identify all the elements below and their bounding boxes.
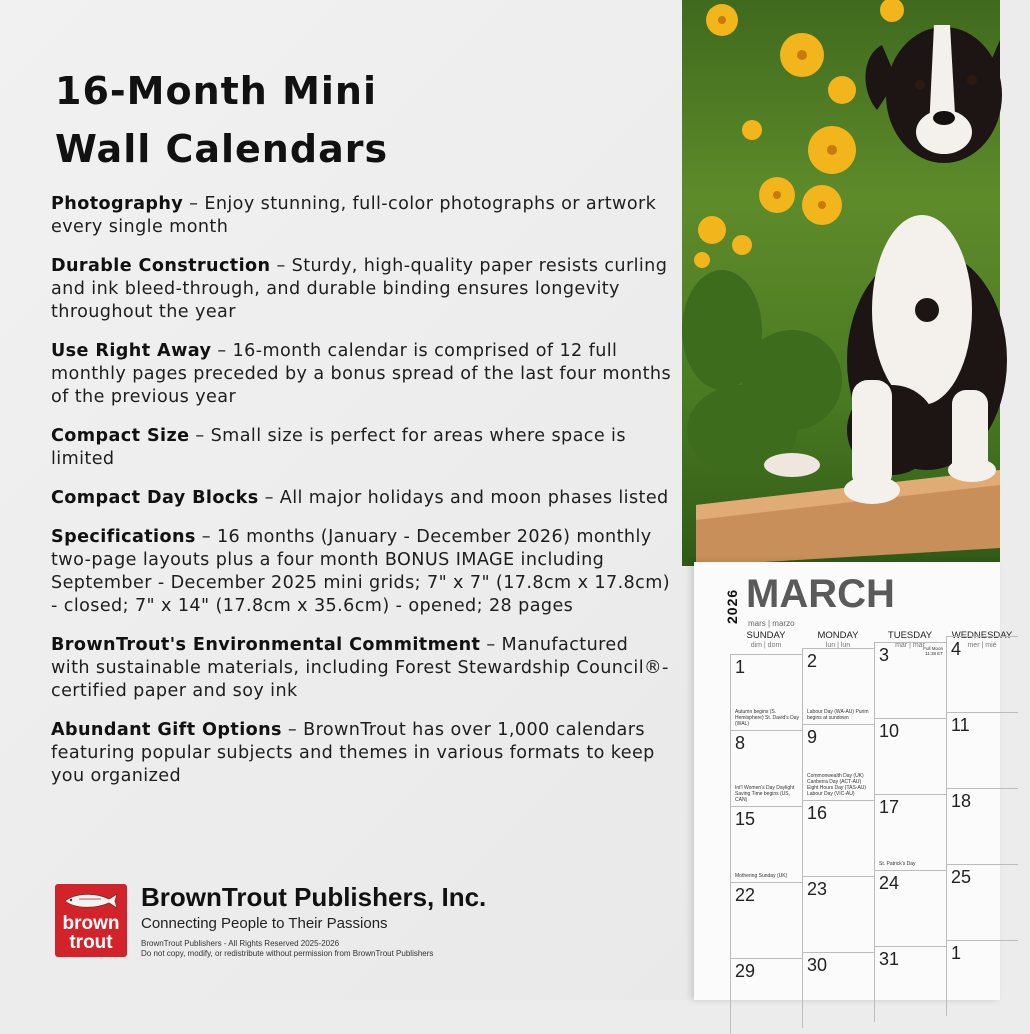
feature-label: BrownTrout's Environmental Commitment — [51, 635, 481, 655]
day-cell — [730, 730, 802, 806]
feature-item — [51, 193, 671, 239]
feature-label: Durable Construction — [51, 256, 271, 276]
holiday-note: Autumn begins (S. Hemisphere) St. David's Day (WAL) — [735, 709, 800, 727]
day-number: 8 — [735, 733, 746, 753]
feature-item — [51, 340, 671, 409]
day-cell — [946, 636, 1018, 712]
calendar-month: MARCH — [746, 572, 895, 616]
weekday-translation: mer | mié — [967, 642, 997, 649]
feature-label: Compact Size — [51, 426, 190, 446]
puppy-photo — [682, 0, 1000, 566]
weekday-translation: mar | mar — [895, 642, 925, 649]
moon-phase-note: Full Moon 11:38 ET — [923, 646, 943, 656]
boxer-puppy-illustration — [682, 0, 1000, 566]
feature-text: – All major holidays and moon phases listed — [258, 488, 669, 508]
weekday-name: SUNDAY — [746, 630, 786, 641]
publisher-block — [55, 882, 675, 982]
holiday-note: St. Patrick's Day — [879, 861, 916, 867]
trout-icon — [61, 890, 121, 912]
day-number: 9 — [807, 727, 818, 747]
feature-label: Use Right Away — [51, 341, 212, 361]
day-cell — [730, 958, 802, 1034]
day-cell — [802, 724, 874, 800]
day-number: 31 — [879, 949, 900, 969]
calendar-month-translation: mars | marzo — [748, 619, 795, 628]
feature-label: Abundant Gift Options — [51, 720, 282, 740]
feature-item — [51, 425, 671, 471]
day-cell — [946, 864, 1018, 940]
logo-word-trout: trout — [69, 932, 113, 953]
feature-label: Photography — [51, 194, 184, 214]
calendar-page — [694, 562, 1013, 1000]
feature-item — [51, 634, 671, 703]
feature-text: – Sturdy, high-quality paper resists curling and ink bleed-through, and durable binding ensures longevity throughout the year — [51, 256, 668, 322]
rights-notice — [141, 939, 661, 959]
weekday-name: MONDAY — [817, 630, 859, 641]
feature-item — [51, 255, 671, 324]
day-cell — [874, 946, 946, 1022]
day-number: 15 — [735, 809, 756, 829]
day-number: 1 — [735, 657, 746, 677]
day-cell — [802, 952, 874, 1028]
day-number: 17 — [879, 797, 900, 817]
day-cell — [874, 642, 946, 718]
feature-label: Compact Day Blocks — [51, 488, 259, 508]
day-number: 11 — [951, 715, 970, 735]
day-number: 4 — [951, 639, 962, 659]
feature-item — [51, 487, 671, 510]
day-cell — [730, 806, 802, 882]
day-cell — [946, 712, 1018, 788]
day-number: 3 — [879, 645, 890, 665]
feature-item — [51, 526, 671, 618]
rights-line-2: Do not copy, modify, or redistribute without permission from BrownTrout Publishers — [141, 949, 434, 958]
weekday-label — [730, 630, 802, 649]
day-number: 16 — [807, 803, 828, 823]
feature-text: – 16 months (January - December 2026) monthly two-page layouts plus a four month BONUS IMAGE including September - December 2025 mini grids; 7" x 7" (17.8cm x 17.8cm) - closed; 7" x 14" (17.8cm x 35.6cm) - opened; 28 pages — [51, 527, 671, 616]
logo-word-brown: brown — [62, 913, 120, 934]
title-line-1: 16-Month Mini — [55, 69, 377, 113]
feature-label: Specifications — [51, 527, 196, 547]
day-cell — [874, 870, 946, 946]
feature-list — [51, 193, 671, 804]
feature-item — [51, 719, 671, 788]
day-cell — [946, 788, 1018, 864]
holiday-note: Mothering Sunday (UK) — [735, 873, 788, 879]
rights-line-1: BrownTrout Publishers - All Rights Reserved 2025-2026 — [141, 939, 340, 948]
feature-text: – Enjoy stunning, full-color photographs or artwork every single month — [51, 194, 657, 237]
weekday-label — [802, 630, 874, 649]
weekday-name: WEDNESDAY — [951, 630, 1013, 641]
day-cell — [802, 648, 874, 724]
day-number: 23 — [807, 879, 828, 899]
holiday-note: Commonwealth Day (UK) Canberra Day (ACT-AU) Eight Hours Day (TAS-AU) Labour Day (VIC-AU) — [807, 773, 867, 797]
day-number: 1 — [951, 943, 962, 963]
feature-text: – BrownTrout has over 1,000 calendars featuring popular subjects and themes in various formats to keep you organized — [51, 720, 655, 786]
day-cell — [802, 800, 874, 876]
day-cell — [874, 794, 946, 870]
day-number: 25 — [951, 867, 972, 887]
day-number: 10 — [879, 721, 900, 741]
day-number: 24 — [879, 873, 900, 893]
weekday-name: TUESDAY — [887, 630, 933, 641]
feature-text: – Manufactured with sustainable materials, including Forest Stewardship Council®-certified paper and soy ink — [51, 635, 669, 701]
day-cell — [730, 882, 802, 958]
feature-text: – 16-month calendar is comprised of 12 full monthly pages preceded by a bonus spread of the last four months of the previous year — [51, 341, 672, 407]
day-cell — [730, 654, 802, 730]
weekday-translation: lun | lun — [825, 642, 851, 649]
day-number: 18 — [951, 791, 972, 811]
title-line-2: Wall Calendars — [55, 127, 389, 171]
holiday-note: Int'l Women's Day Daylight Saving Time begins (US, CAN) — [735, 785, 795, 803]
publisher-tagline: Connecting People to Their Passions — [141, 915, 388, 932]
day-cell — [946, 940, 1018, 1016]
day-number: 2 — [807, 651, 818, 671]
day-number: 30 — [807, 955, 828, 975]
publisher-name: BrownTrout Publishers, Inc. — [141, 882, 487, 912]
day-cell — [802, 876, 874, 952]
day-number: 22 — [735, 885, 756, 905]
day-cell — [874, 718, 946, 794]
weekday-translation: dim | dom — [750, 642, 782, 649]
feature-text: – Small size is perfect for areas where space is limited — [51, 426, 626, 469]
holiday-note: Labour Day (WA-AU) Purim begins at sundown — [807, 709, 869, 721]
day-number: 29 — [735, 961, 756, 981]
page-title — [55, 62, 655, 178]
calendar-year: 2026 — [724, 588, 740, 624]
browntrout-logo — [55, 884, 127, 957]
